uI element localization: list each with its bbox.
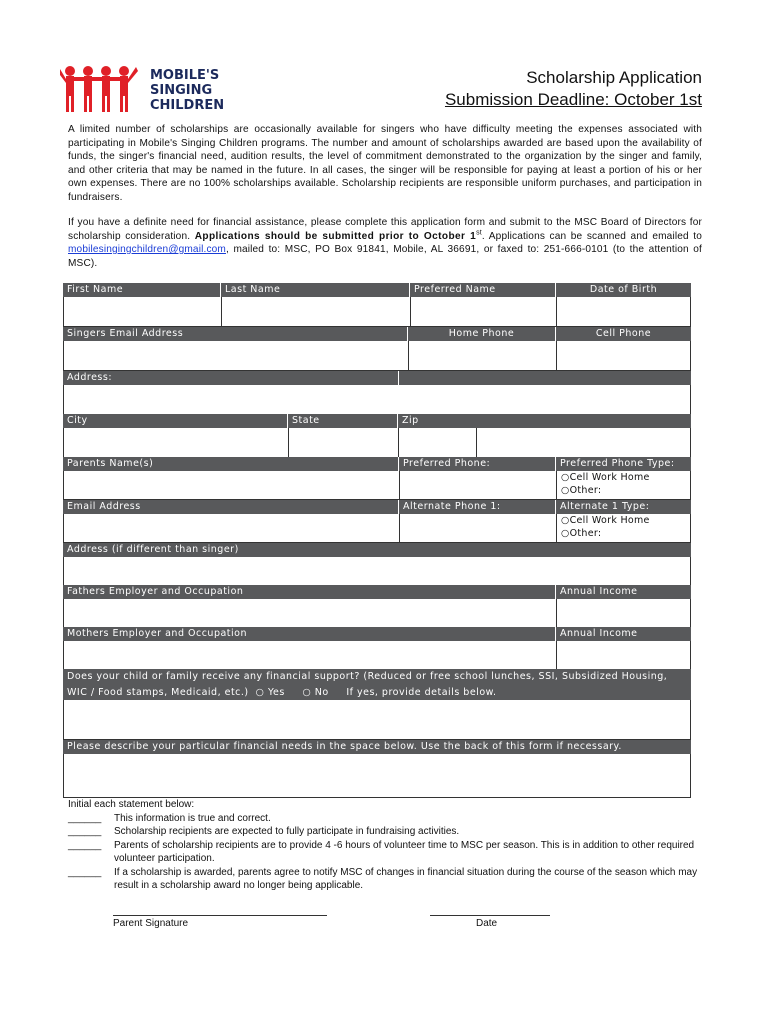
city-header-row [63,414,691,428]
alt-type-other-text: Other: [569,528,602,539]
parents-header-row [63,457,691,471]
initial-blank-3[interactable]: ______ [68,839,102,851]
preferred-phone-field[interactable] [399,471,556,499]
name-input-row [63,297,691,327]
zip-extra-field[interactable] [476,428,691,457]
no-label: No [314,686,329,698]
page-title: Scholarship Application [526,68,702,87]
address-diff-header-row [63,543,691,557]
mothers-employer-field[interactable] [64,641,556,670]
zip-label: Zip [397,414,691,428]
singer-email-label: Singers Email Address [67,328,184,339]
fathers-employer-label: Fathers Employer and Occupation [67,586,244,597]
initials-section [68,798,708,893]
fathers-input-row [63,599,691,629]
city-input-row [63,428,691,458]
mothers-input-row [63,641,691,671]
address-header-row [63,371,691,385]
statement-text-4: If a scholarship is awarded, parents agree to notify MSC of changes in financial situation during the course of the season which may result in a scholarship award no longer being applicable. [114,866,698,891]
support-question-line1: Does your child or family receive any financial support? (Reduced or free school lunches, SSI, Subsidized Housing, [67,671,668,682]
statement-text-1: This information is true and correct. [114,812,271,824]
initial-blank-2[interactable]: ______ [68,826,102,837]
address-diff-field[interactable] [64,557,691,586]
parent-signature-label: Parent Signature [113,918,189,929]
statement-text-3: Parents of scholarship recipients are to provide 4 -6 hours of volunteer time to MSC per season. This is in addition to other required volunteer participation. [114,839,695,864]
needs-label: Please describe your particular financial needs in the space below. Use the back of this form if necessary. [67,741,622,752]
statement-text-2: Scholarship recipients are expected to fully participate in fundraising activities. [114,826,460,837]
svg-text:SINGING: SINGING [150,83,213,98]
msc-logo [60,63,230,115]
support-question [63,669,691,700]
fathers-header-row [63,585,691,599]
radio-icon[interactable]: ○ [561,472,570,483]
intro-p2-text-b: . Applications can be scanned and emailed to [481,230,702,242]
alternate-type-options[interactable] [556,514,691,542]
parent-signature-line[interactable] [113,915,327,916]
preferred-phone-other[interactable] [561,484,691,497]
address-label: Address: [67,372,113,383]
initial-blank-1[interactable]: ______ [68,812,102,824]
preferred-phone-label: Preferred Phone: [398,457,555,471]
yes-radio-icon[interactable]: ○ [255,686,265,698]
fathers-employer-field[interactable] [64,599,556,628]
annual-income-label-2: Annual Income [555,627,691,641]
email-input-row [63,514,691,543]
last-name-field[interactable] [221,297,410,326]
preferred-phone-type-radios[interactable] [561,471,691,484]
support-details-prompt: If yes, provide details below. [346,686,497,698]
cell-phone-label: Cell Phone [555,327,691,341]
radio-icon[interactable]: ○ [561,515,570,526]
initial-blank-4[interactable]: ______ [68,866,102,878]
initial-statement-4 [68,866,708,893]
mothers-header-row [63,627,691,641]
intro-p2-text-c: , mailed to: MSC, PO Box 91841, Mobile, AL 36691, or faxed to: 251-666-0101 (to the attention of MSC). [68,244,702,269]
contact-header-row [63,327,691,341]
parents-names-field[interactable] [64,471,399,499]
intro-p2-bold: Applications should be submitted prior to October 1 [194,230,477,242]
alternate-phone-field[interactable] [399,514,556,542]
needs-header-row [63,740,691,754]
zip-field[interactable] [398,428,476,457]
no-radio-icon[interactable]: ○ [302,686,312,698]
mothers-employer-label: Mothers Employer and Occupation [67,628,247,639]
contact-input-row [63,341,691,371]
first-name-label: First Name [67,284,124,295]
intro-paragraph-1: A limited number of scholarships are occasionally available for singers who have difficulty meeting the expenses associated with participating in Mobile's Singing Children programs. The number and amount of scholarships awarded are based upon the availability of funds, the singer's financial need, audition results, the level of commitment demonstrated to the organization by the singer and family, and other criteria that may be named in the future. In all cases, the singer will be responsible for paying at least a portion of his or her own expenses. There are no 100% scholarships available. Scholarship recipients are responsible uniform purchases, and participation in fundraisers. [68,124,702,203]
parents-input-row [63,471,691,500]
annual-income-label-1: Annual Income [555,585,691,599]
title-block [445,67,702,111]
date-line[interactable] [430,915,550,916]
home-phone-field[interactable] [408,341,556,370]
city-field[interactable] [64,428,288,457]
needs-input-row [63,754,691,798]
svg-text:MOBILE'S: MOBILE'S [150,68,220,83]
initial-statement-2 [68,825,708,839]
address-diff-input-row [63,557,691,587]
initials-heading: Initial each statement below: [68,799,195,810]
date-label: Date [476,918,498,929]
name-header-row [63,283,691,297]
support-input-row [63,700,691,740]
initial-statement-3 [68,839,708,866]
annual-income-field-1[interactable] [556,599,691,628]
annual-income-field-2[interactable] [556,641,691,670]
parents-names-label: Parents Name(s) [67,458,154,469]
yes-label: Yes [268,686,285,698]
first-name-field[interactable] [64,297,221,326]
support-question-text: WIC / Food stamps, Medicaid, etc.) [67,686,249,698]
needs-field[interactable] [64,754,691,797]
singer-email-field[interactable] [64,341,408,370]
alternate-type-radios[interactable] [561,514,691,527]
email-address-label: Email Address [67,501,141,512]
preferred-name-label: Preferred Name [409,283,555,297]
cell-phone-field[interactable] [556,341,691,370]
support-question-line2 [67,685,691,701]
last-name-label: Last Name [220,283,409,297]
preferred-phone-type-options[interactable] [556,471,691,499]
phone-type-other-text: Other: [569,485,602,496]
preferred-name-field[interactable] [410,297,556,326]
alternate-phone-label: Alternate Phone 1: [398,500,555,514]
email-address-field[interactable] [64,514,399,542]
address-diff-label: Address (if different than singer) [67,544,239,555]
state-field[interactable] [288,428,398,457]
alternate-type-other[interactable] [561,527,691,540]
address-input-row [63,385,691,415]
intro-p2-text-a: If you have a definite need for financial assistance, please complete this application form and submit to the MSC Board of Directors for scholarship consideration. [68,217,702,242]
state-label: State [287,414,397,428]
address-header-spacer [398,371,691,385]
city-label: City [67,415,88,426]
alt-type-options-text: Cell Work Home [569,515,650,526]
dob-field[interactable] [556,297,691,326]
home-phone-label: Home Phone [407,327,555,341]
address-field[interactable] [64,385,691,414]
svg-text:CHILDREN: CHILDREN [150,98,225,113]
support-details-field[interactable] [64,700,691,739]
email-header-row [63,500,691,514]
email-link[interactable]: mobilesingingchildren@gmail.com [68,244,226,255]
support-header-row [63,669,691,700]
dob-label: Date of Birth [555,283,691,297]
phone-type-options-text: Cell Work Home [569,472,650,483]
initial-statement-1 [68,812,708,826]
intro-paragraph-2 [68,216,702,270]
submission-deadline: Submission Deadline: October 1st [444,90,702,109]
radio-icon[interactable]: ○ [561,528,570,539]
alternate-type-label: Alternate 1 Type: [555,500,691,514]
preferred-phone-type-label: Preferred Phone Type: [555,457,691,471]
radio-icon[interactable]: ○ [561,485,570,496]
intro-p2-sup: st [476,229,482,237]
